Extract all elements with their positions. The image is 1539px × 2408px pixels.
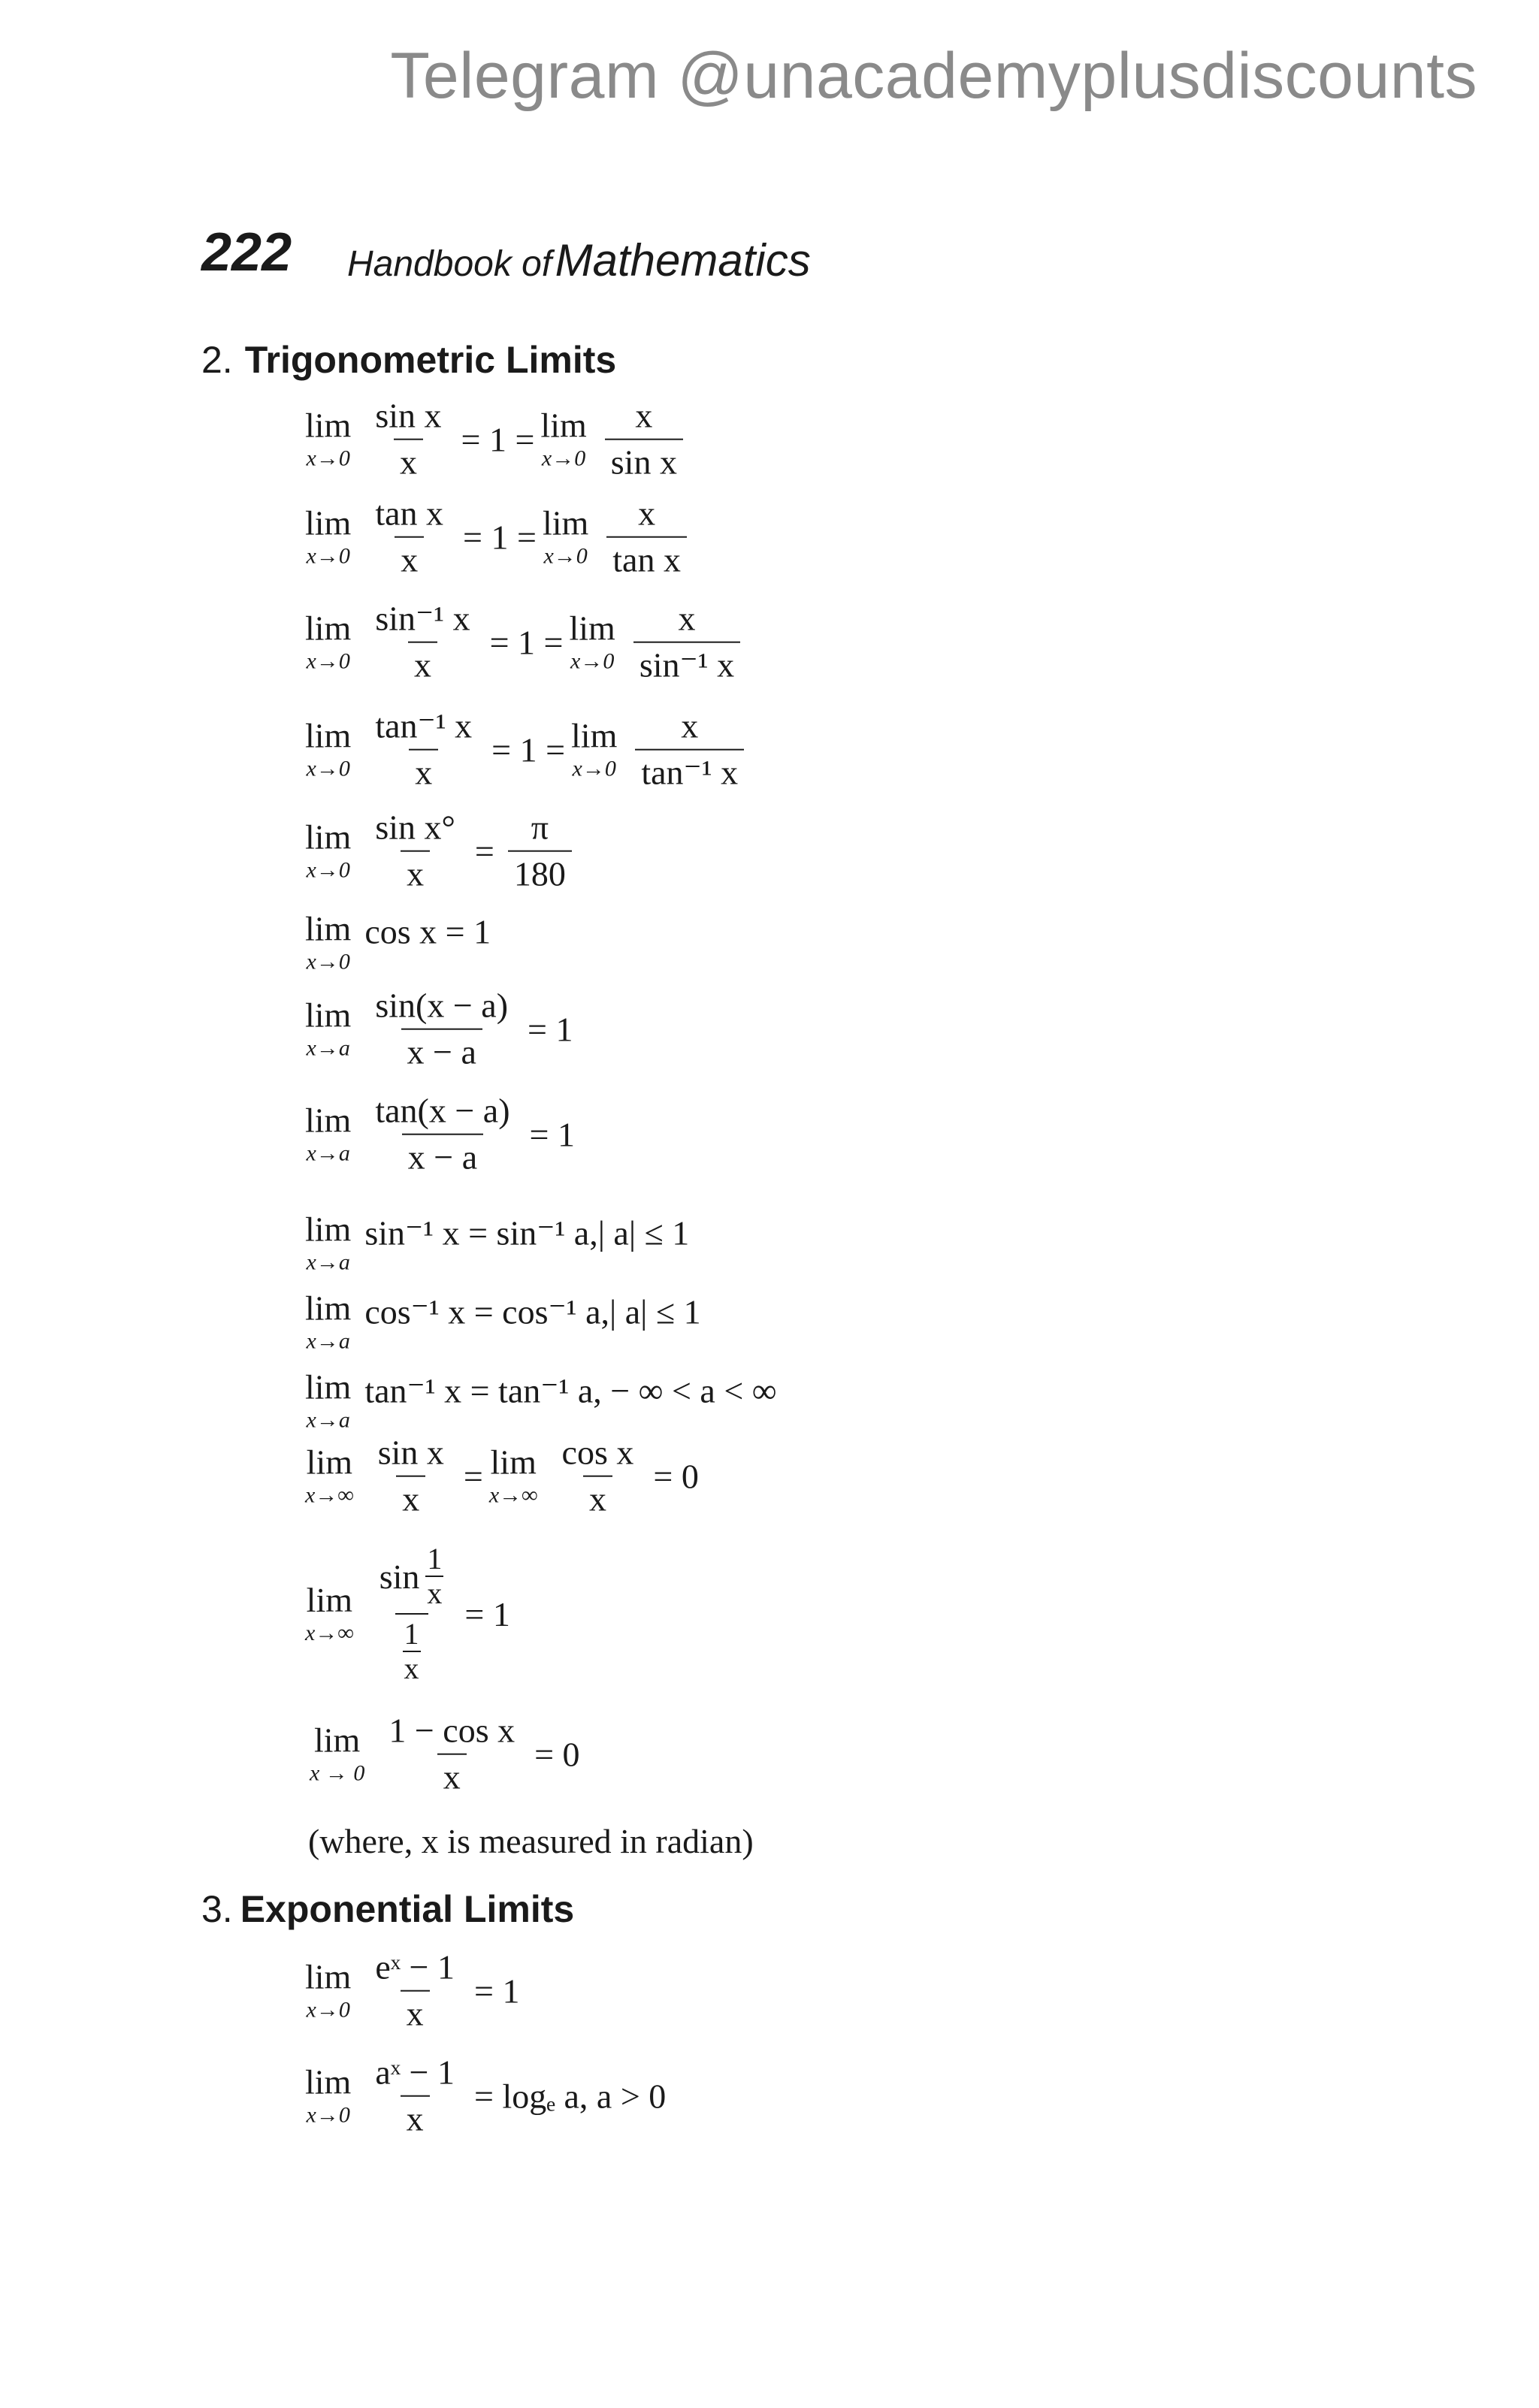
numerator: aˣ − 1 [375, 2053, 455, 2092]
limit [542, 503, 589, 569]
section-number: 3. [201, 1888, 233, 1930]
denominator: x [401, 1990, 430, 2032]
lim-word: lim [569, 609, 615, 648]
numerator: sin x [375, 396, 442, 435]
fraction [635, 706, 744, 792]
section-heading [201, 338, 616, 382]
denominator: x [396, 1476, 425, 1518]
limit [305, 1289, 352, 1354]
numerator: sin x° [375, 808, 455, 847]
formula [310, 1713, 586, 1796]
lim-word: lim [305, 1957, 352, 1996]
limit [305, 996, 352, 1061]
denominator: x [404, 1651, 419, 1685]
lim-subscript: x→0 [306, 648, 350, 674]
fraction [369, 706, 478, 792]
denominator: x [427, 1576, 443, 1610]
lim-word: lim [305, 1210, 352, 1249]
relation: = 0 [653, 1457, 699, 1496]
numerator: 1 − cos x [389, 1711, 516, 1750]
denominator: x [437, 1754, 467, 1796]
compound-denominator [395, 1613, 428, 1684]
fraction [369, 2055, 461, 2138]
lim-word: lim [313, 1721, 361, 1760]
formula [305, 2055, 672, 2138]
formula [305, 1093, 581, 1177]
fraction [369, 1947, 461, 2033]
fraction [369, 810, 461, 893]
limit [305, 1101, 352, 1166]
relation: = 1 = [461, 420, 535, 459]
formula-text: sin⁻¹ x = sin⁻¹ a,| a| ≤ 1 [364, 1213, 690, 1252]
fraction [605, 398, 683, 482]
lim-subscript: x→0 [570, 648, 615, 674]
fraction [369, 398, 447, 482]
lim-word: lim [305, 1367, 352, 1406]
denominator: x [408, 642, 437, 684]
numerator: x [638, 494, 656, 533]
numerator: π [531, 808, 549, 847]
lim-word: lim [571, 716, 618, 755]
lim-subscript: x→a [306, 1328, 350, 1354]
relation: = 1 = [463, 518, 537, 557]
formula [305, 1947, 525, 2033]
fraction [382, 1713, 521, 1796]
section-title: Trigonometric Limits [244, 339, 617, 381]
lim-word: lim [305, 609, 352, 648]
limit [305, 1367, 352, 1433]
numerator: x [678, 599, 696, 638]
lim-subscript: x→0 [306, 756, 350, 781]
denominator: tan⁻¹ x [635, 749, 744, 791]
lim-word: lim [305, 2062, 352, 2101]
formula-text: tan⁻¹ x = tan⁻¹ a, − ∞ < a < ∞ [364, 1371, 777, 1410]
lim-subscript: x→a [306, 1249, 350, 1275]
lim-word: lim [305, 503, 352, 542]
relation: = [474, 832, 494, 871]
lim-subscript: x→∞ [305, 1620, 354, 1645]
limit [305, 716, 352, 781]
numerator: 1 [404, 1617, 419, 1651]
limit [305, 909, 352, 974]
relation: = 1 [528, 1010, 573, 1049]
limit [305, 1580, 354, 1645]
denominator: x [401, 851, 430, 893]
fraction [369, 496, 449, 579]
limit [310, 1721, 365, 1786]
relation: = 1 [464, 1594, 510, 1633]
lim-subscript: x→∞ [305, 1482, 354, 1508]
numerator: sin x [377, 1433, 444, 1472]
book-title-main: Mathematics [555, 235, 811, 286]
denominator: x [394, 439, 423, 481]
lim-subscript: x→∞ [488, 1482, 538, 1508]
relation: = [463, 1457, 483, 1496]
fraction [369, 1093, 516, 1177]
formula-text: cos⁻¹ x = cos⁻¹ a,| a| ≤ 1 [364, 1292, 701, 1331]
section-number: 2. [201, 339, 233, 381]
relation: = 1 [474, 1971, 520, 2011]
limit [488, 1443, 538, 1508]
limit [305, 1443, 354, 1508]
compound-numerator [372, 1544, 452, 1613]
formula [305, 988, 579, 1071]
lim-word: lim [305, 406, 352, 445]
lim-word: lim [305, 817, 352, 857]
numerator: tan⁻¹ x [375, 706, 473, 745]
limit [571, 716, 618, 781]
lim-subscript: x→a [306, 1141, 350, 1166]
denominator: x [395, 536, 424, 579]
fraction [508, 810, 572, 893]
numerator: cos x [561, 1433, 634, 1472]
limit [305, 503, 352, 569]
limit [305, 1210, 352, 1275]
lim-subscript: x→0 [572, 756, 616, 781]
radian-note: (where, x is measured in radian) [308, 1822, 754, 1860]
numerator: sin⁻¹ x [375, 599, 470, 638]
relation: = 0 [534, 1735, 580, 1774]
denominator: 180 [508, 851, 572, 893]
formula [305, 398, 691, 482]
limit [569, 609, 615, 674]
relation: = 1 = [491, 730, 566, 769]
formula [305, 1435, 705, 1518]
denominator: sin⁻¹ x [633, 642, 740, 684]
section-heading [201, 1887, 574, 1931]
denominator: x − a [402, 1134, 483, 1176]
lim-word: lim [305, 1101, 352, 1140]
formula [305, 1210, 692, 1275]
numerator: tan(x − a) [375, 1091, 510, 1130]
denominator: sin x [605, 439, 683, 481]
lim-word: lim [540, 406, 587, 445]
lim-word: lim [542, 503, 589, 542]
fraction [556, 1435, 640, 1518]
sin-function: sin [379, 1557, 420, 1596]
numerator: eˣ − 1 [375, 1947, 455, 1987]
numerator: sin(x − a) [375, 986, 509, 1025]
limit [305, 1957, 352, 2023]
limit [305, 2062, 352, 2128]
lim-subscript: x→0 [306, 543, 350, 569]
relation: = logₑ a, a > 0 [474, 2077, 667, 2116]
limit [305, 609, 352, 674]
lim-word: lim [305, 996, 352, 1035]
limit [305, 406, 352, 471]
relation: = 1 = [489, 623, 564, 662]
lim-subscript: x→a [306, 1035, 350, 1061]
numerator: x [681, 706, 699, 745]
denominator: x − a [401, 1029, 482, 1071]
book-title-prefix: Handbook of [347, 244, 552, 284]
formula [305, 1367, 780, 1433]
lim-word: lim [305, 1289, 352, 1328]
lim-subscript: x→0 [306, 1997, 350, 2023]
lim-word: lim [306, 1580, 353, 1619]
limit [305, 817, 352, 883]
small-fraction [425, 1544, 443, 1609]
lim-word: lim [305, 909, 352, 948]
lim-subscript: x→0 [306, 446, 350, 471]
formula [305, 1544, 516, 1684]
lim-subscript: x→0 [306, 949, 350, 974]
formula [305, 706, 751, 792]
page-number: 222 [201, 222, 292, 282]
fraction [372, 1435, 450, 1518]
lim-subscript: x → 0 [310, 1760, 365, 1786]
formula [305, 601, 748, 684]
lim-subscript: x→0 [543, 543, 588, 569]
formula [305, 909, 494, 974]
fraction [606, 496, 687, 579]
fraction [369, 988, 514, 1071]
denominator: x [409, 749, 438, 791]
lim-word: lim [490, 1443, 537, 1482]
relation: = 1 [529, 1115, 575, 1154]
denominator: x [401, 2095, 430, 2138]
section-title: Exponential Limits [240, 1888, 575, 1930]
lim-word: lim [305, 716, 352, 755]
formula [305, 1289, 704, 1354]
fraction [369, 601, 476, 684]
small-fraction [403, 1619, 421, 1684]
lim-subscript: x→a [306, 1407, 350, 1433]
lim-word: lim [306, 1443, 353, 1482]
book-title [347, 234, 811, 286]
lim-subscript: x→0 [306, 2102, 350, 2128]
watermark: Telegram @unacademyplusdiscounts [390, 40, 1477, 112]
denominator: tan x [606, 536, 687, 579]
lim-subscript: x→0 [306, 857, 350, 883]
numerator: 1 [427, 1542, 443, 1576]
formula [305, 496, 694, 579]
numerator: tan x [375, 494, 444, 533]
numerator: x [635, 396, 653, 435]
lim-subscript: x→0 [541, 446, 586, 471]
compound-fraction [372, 1544, 452, 1684]
formula [305, 810, 579, 893]
limit [540, 406, 587, 471]
fraction [633, 601, 740, 684]
denominator: x [583, 1476, 612, 1518]
formula-text: cos x = 1 [364, 912, 491, 951]
